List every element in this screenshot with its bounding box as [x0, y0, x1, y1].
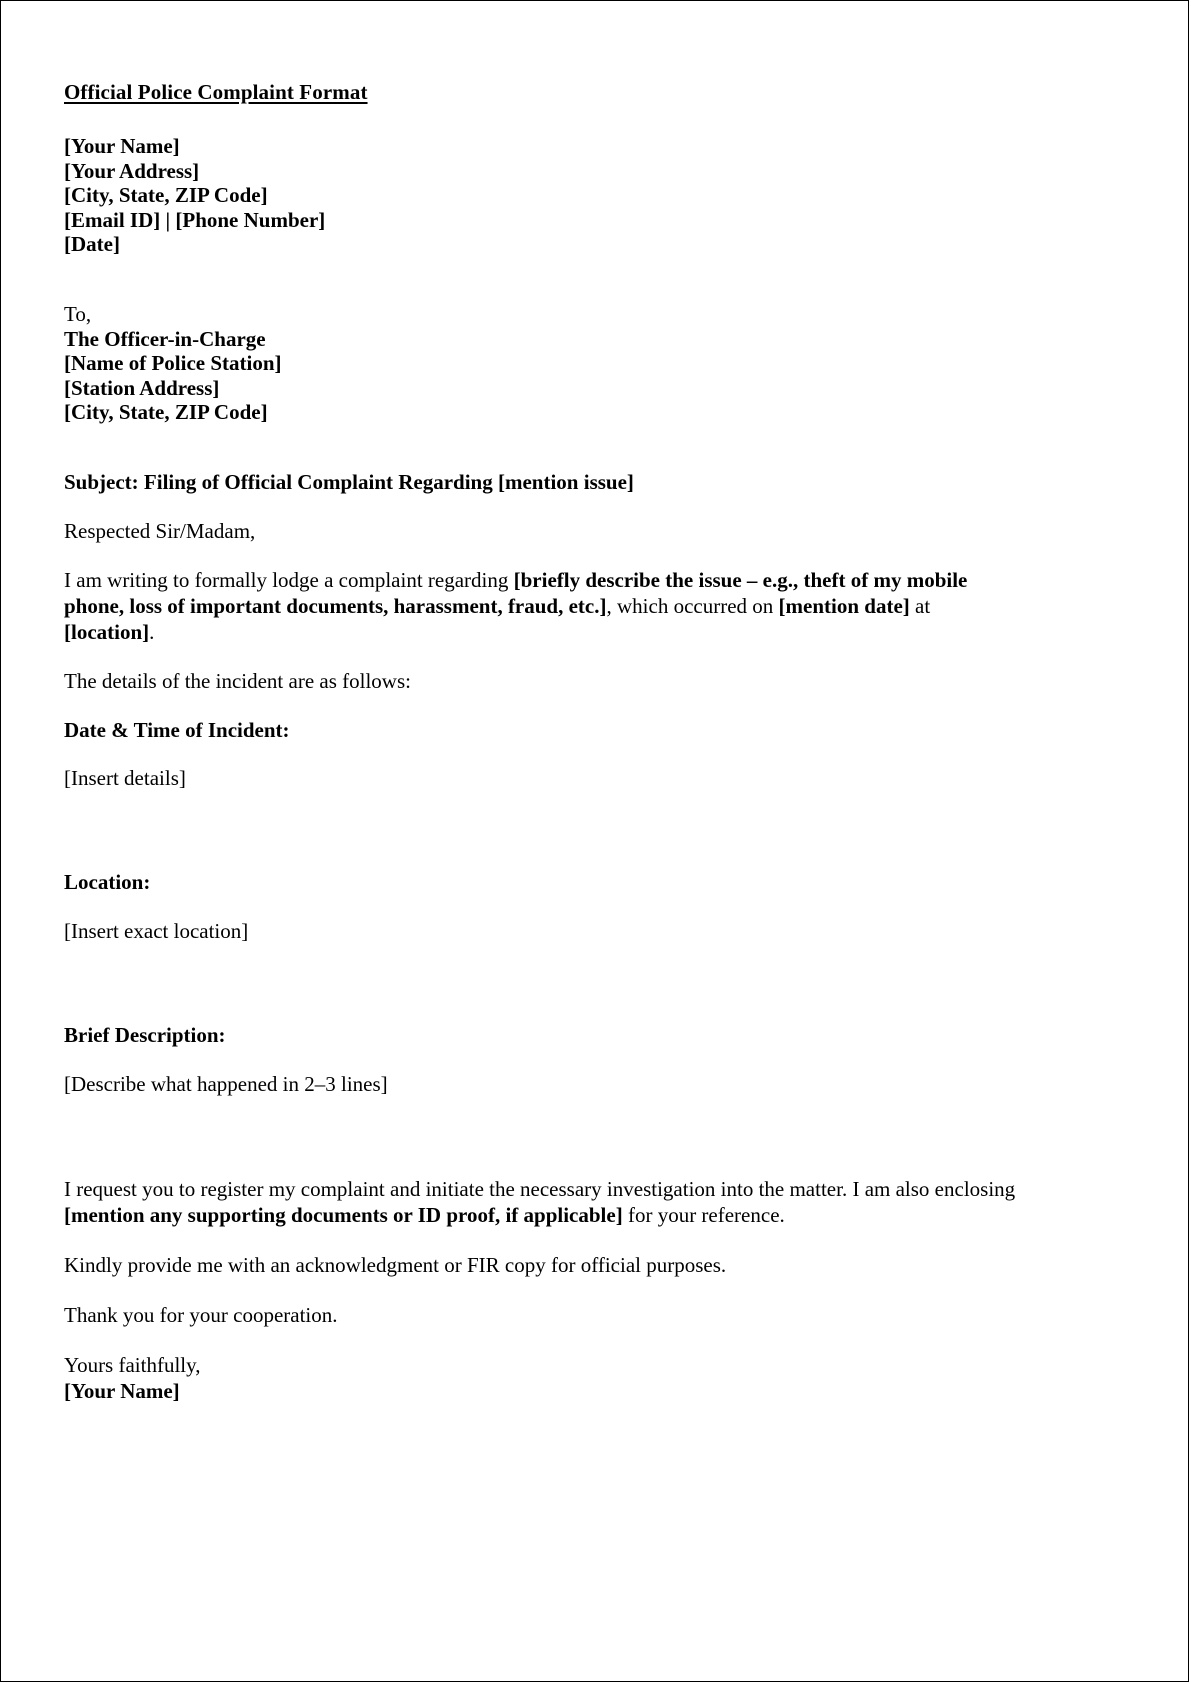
section-value-location: [Insert exact location] [64, 918, 249, 943]
recipient-to-label: To, [64, 302, 92, 327]
recipient-city-line: [City, State, ZIP Code] [64, 399, 268, 424]
opening-date-placeholder: [mention date] [778, 594, 910, 619]
spacer [64, 495, 1024, 519]
acknowledgment-paragraph: Kindly provide me with an acknowledgment or FIR copy for official purposes. [64, 1253, 727, 1278]
recipient-address-block [64, 302, 1024, 424]
sender-city-line: [City, State, ZIP Code] [64, 183, 268, 208]
spacer [64, 694, 1024, 718]
request-documents-placeholder: [mention any supporting documents or ID proof, if applicable] [64, 1203, 623, 1228]
spacer [64, 645, 1024, 669]
spacer [64, 895, 1024, 919]
thanks-paragraph: Thank you for your cooperation. [64, 1303, 338, 1328]
request-part-2: for your reference. [622, 1203, 785, 1228]
sender-name-line: [Your Name] [64, 134, 180, 159]
section-value-description: [Describe what happened in 2–3 lines] [64, 1071, 388, 1096]
signature-name: [Your Name] [64, 1379, 180, 1404]
recipient-station-address-line: [Station Address] [64, 375, 220, 400]
document-content [64, 79, 1024, 1404]
spacer [64, 543, 1024, 567]
spacer [64, 1328, 1024, 1352]
section-value-date-time: [Insert details] [64, 765, 186, 790]
spacer [64, 1278, 1024, 1302]
salutation: Respected Sir/Madam, [64, 518, 256, 543]
spacer [64, 790, 1024, 870]
spacer [64, 943, 1024, 1023]
sender-date-line: [Date] [64, 231, 120, 256]
section-heading-date-time: Date & Time of Incident: [64, 717, 290, 742]
section-heading-description: Brief Description: [64, 1023, 226, 1048]
opening-location-placeholder: [location] [64, 620, 150, 645]
opening-issue-placeholder: [briefly describe the issue – e.g., theft of my mobile phone, loss of important documents, harassment, fraud, etc.] [64, 568, 968, 619]
sender-contact-line: [Email ID] | [Phone Number] [64, 207, 326, 232]
opening-paragraph [64, 567, 1024, 645]
request-paragraph [64, 1176, 1024, 1228]
sender-address-line: [Your Address] [64, 158, 200, 183]
request-part-1: I request you to register my complaint and initiate the necessary investigation into the matter. I am also enclosing [64, 1177, 1016, 1202]
spacer [64, 424, 1024, 470]
spacer [64, 1228, 1024, 1252]
spacer [64, 1096, 1024, 1176]
section-heading-location: Location: [64, 870, 151, 895]
spacer [64, 256, 1024, 302]
closing-salutation: Yours faithfully, [64, 1353, 201, 1378]
recipient-station-name-line: [Name of Police Station] [64, 351, 282, 376]
details-intro: The details of the incident are as follows: [64, 669, 411, 694]
subject-line: Subject: Filing of Official Complaint Regarding [mention issue] [64, 470, 634, 495]
spacer [64, 742, 1024, 766]
opening-part-1: I am writing to formally lodge a complaint regarding [64, 568, 514, 593]
opening-part-2: , which occurred on [606, 594, 779, 619]
document-title: Official Police Complaint Format [64, 80, 368, 104]
spacer [64, 1048, 1024, 1072]
opening-part-4: . [149, 620, 155, 645]
opening-part-3: at [909, 594, 931, 619]
sender-address-block [64, 134, 1024, 256]
recipient-officer-line: The Officer-in-Charge [64, 326, 266, 351]
